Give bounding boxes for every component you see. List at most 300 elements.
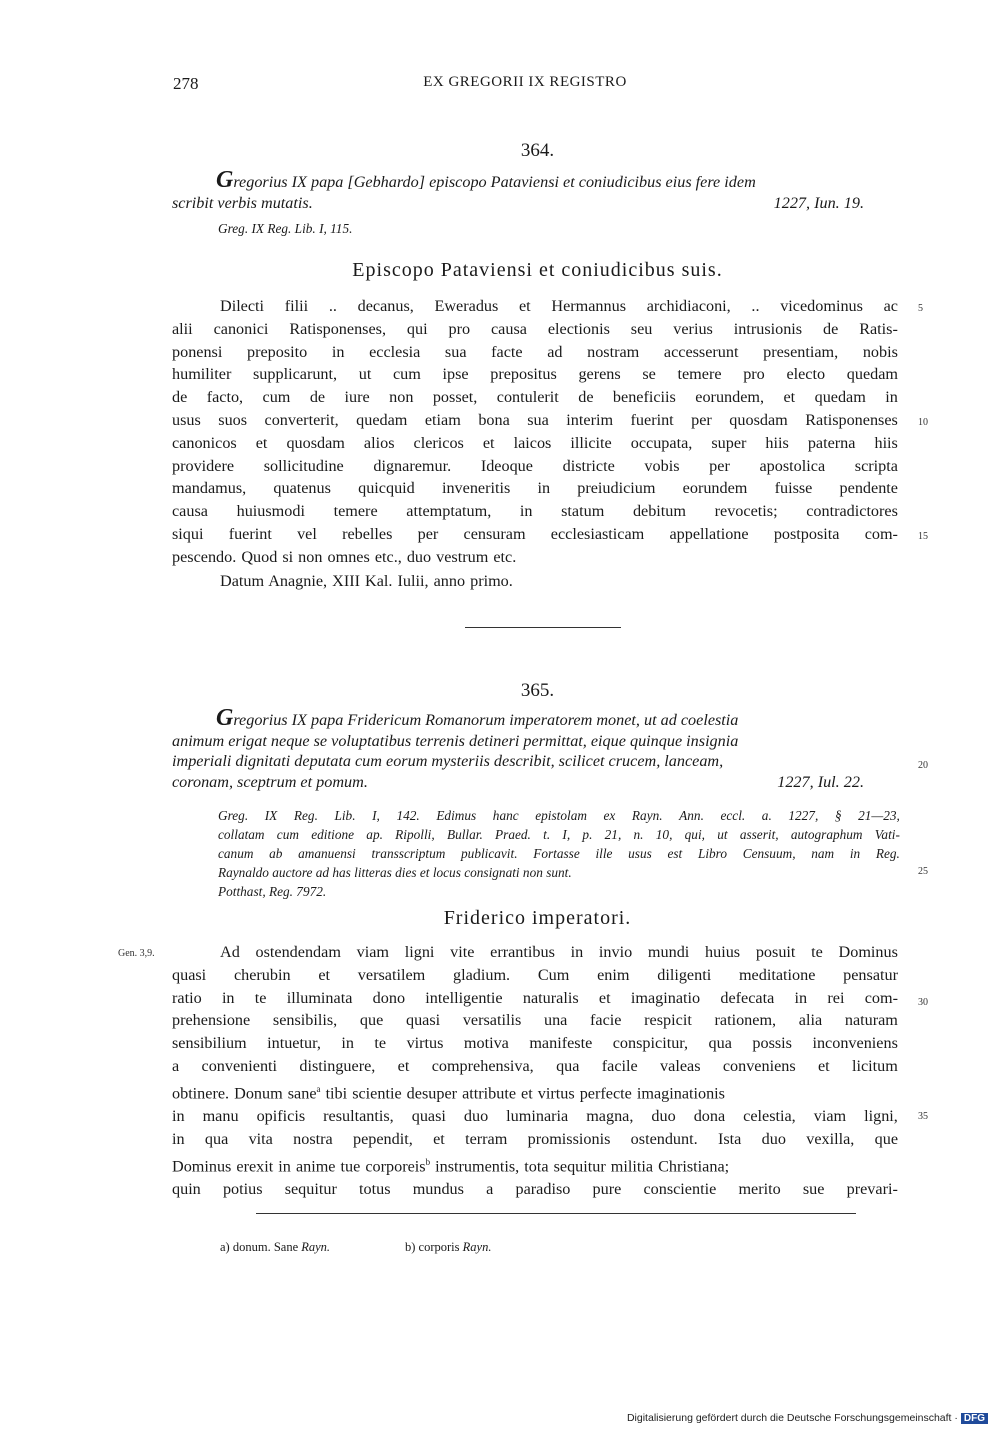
word: ipse: [442, 365, 469, 384]
word: nam: [811, 846, 835, 861]
word: que: [359, 1011, 384, 1030]
word: valeas: [660, 1056, 701, 1075]
word: Libro: [697, 846, 728, 861]
regest-text: imperiali dignitati deputata cum eorum mysteriis describit, scilicet crucem, lanceam,: [172, 752, 724, 770]
word: a.: [761, 808, 772, 823]
word: Eweradus: [434, 297, 499, 315]
word: districte: [562, 456, 615, 475]
word: I,: [372, 808, 380, 823]
text-line: [172, 477, 898, 500]
word: possis: [752, 1034, 792, 1053]
word: ut: [358, 365, 372, 384]
word: editione: [311, 827, 355, 842]
word: facile: [601, 1056, 638, 1075]
word: alia: [798, 1011, 823, 1030]
word: sollicitudine: [263, 456, 344, 475]
word: respicit: [644, 1011, 692, 1030]
word: in: [849, 846, 861, 861]
footnote-separator: [256, 1213, 856, 1214]
text-line: [172, 295, 898, 318]
word: vexilla,: [806, 1129, 855, 1148]
word: versatilem: [357, 965, 426, 984]
text-line: [172, 1009, 898, 1032]
word: duo: [463, 1106, 489, 1125]
word: illicite: [570, 433, 612, 452]
word: bona: [478, 410, 510, 429]
word: Praed.: [495, 827, 531, 842]
regest-364: [172, 167, 864, 213]
word: rebelles: [342, 524, 393, 543]
word: transscriptum: [371, 846, 446, 861]
letter-body-364: [172, 295, 898, 569]
word: accesserunt: [663, 342, 739, 361]
word: pro: [743, 365, 765, 384]
word: apostolica: [759, 456, 826, 475]
word: dignaremur.: [373, 456, 452, 475]
word: Ratisponenses: [805, 410, 898, 429]
drop-cap: G: [216, 167, 234, 193]
word: gladium.: [452, 965, 511, 984]
word: preposito: [246, 342, 308, 361]
word: Fortasse: [533, 846, 580, 861]
word: canum: [218, 846, 254, 861]
word: statum: [561, 502, 605, 521]
word: in: [570, 943, 584, 961]
word: paterna: [807, 433, 856, 452]
source-line: Potthast, Reg. 7972.: [218, 884, 327, 899]
source-line: [218, 825, 900, 844]
word: qui,: [684, 827, 705, 842]
footnote-label: a): [220, 1240, 233, 1254]
word: te: [374, 1034, 387, 1053]
regest-date: 1227, Iun. 19.: [773, 193, 864, 212]
text-segment: Dominus erexit in anime tue corporeis: [172, 1156, 426, 1175]
word: cum: [276, 827, 299, 842]
word: quosdam: [286, 433, 345, 452]
word: intrusionis: [733, 319, 803, 338]
regest-text: scribit verbis mutatis.: [172, 193, 313, 212]
word: rei: [827, 988, 845, 1007]
word: in: [794, 988, 808, 1007]
margin-sidenote: Gen. 3,9.: [118, 948, 155, 959]
word: naturalis: [522, 988, 579, 1007]
footnote-label: b): [405, 1240, 419, 1254]
source-line: Raynaldo auctore ad has litteras dies et locus consignati non sunt.: [218, 865, 572, 880]
word: ecclesia: [369, 342, 421, 361]
word: totus: [359, 1179, 391, 1198]
word: in: [519, 502, 533, 521]
text-segment: tibi scientie desuper attribute et virtus perfecte imaginationis: [320, 1084, 725, 1103]
word: causa: [491, 319, 527, 338]
letter-heading-364: Episcopo Pataviensi et coniudicibus suis.: [352, 259, 723, 281]
word: presentiam,: [763, 342, 839, 361]
word: ille: [595, 846, 613, 861]
text-run: [172, 1078, 725, 1105]
word: intuetur,: [267, 1034, 321, 1053]
word: quedam: [846, 365, 898, 384]
word: Reg.: [875, 846, 900, 861]
word: conspicitur,: [612, 1034, 689, 1053]
word: pependit,: [353, 1129, 413, 1148]
word: Dilecti: [220, 297, 265, 315]
text-line: [172, 1032, 898, 1055]
word: pure: [592, 1179, 622, 1198]
word: super: [711, 433, 747, 452]
word: quasi: [172, 965, 207, 984]
text-line: [172, 455, 898, 478]
word: amanuensi: [298, 846, 356, 861]
word: ratio: [172, 988, 202, 1007]
word: ..: [328, 297, 337, 315]
word: quicquid: [358, 479, 415, 498]
page-number: 278: [173, 74, 199, 93]
word: paradiso: [515, 1179, 571, 1198]
word: qua: [556, 1056, 580, 1075]
word: de: [578, 388, 594, 407]
word: vite: [450, 943, 475, 961]
word: mundus: [412, 1179, 464, 1198]
word: vobis: [644, 456, 680, 475]
word: Ista: [717, 1129, 742, 1148]
regest-line: [172, 731, 864, 752]
word: publicavit.: [461, 846, 518, 861]
word: electo: [786, 365, 826, 384]
text-line: [172, 964, 898, 987]
word: facto,: [206, 388, 244, 407]
word: attemptatum,: [406, 502, 492, 521]
text-line: [172, 987, 898, 1010]
line-number: 30: [918, 997, 928, 1008]
footnote-text: donum. Sane: [232, 1240, 302, 1254]
word: quasi: [405, 1011, 441, 1030]
word: per: [709, 456, 730, 475]
word: appellatione: [669, 524, 749, 543]
regest-line: [172, 705, 864, 731]
text-line: [172, 500, 898, 523]
letter-heading-365: Friderico imperatori.: [443, 907, 632, 929]
dfg-logo: DFG: [961, 1413, 988, 1424]
word: converterit,: [264, 410, 339, 429]
word: humiliter: [172, 365, 232, 384]
word: sua: [527, 410, 549, 429]
text-line: [172, 432, 898, 455]
word: ac: [883, 297, 898, 315]
word: in: [172, 1129, 185, 1148]
word: eorundem: [682, 479, 748, 498]
word: in: [885, 388, 898, 407]
text-line: [172, 1178, 898, 1201]
word: promissionis: [527, 1129, 611, 1148]
word: luminaria: [506, 1106, 569, 1125]
word: contradictores: [806, 502, 898, 521]
word: mandamus,: [172, 479, 247, 498]
word: vicedominus: [780, 297, 863, 315]
word: providere: [172, 456, 235, 475]
word: 21,: [604, 827, 622, 842]
text-segment: obtinere. Donum sane: [172, 1084, 317, 1103]
word: gerens: [578, 365, 621, 384]
word: intelligentie: [425, 988, 503, 1007]
word: debitum: [632, 502, 686, 521]
word: p.: [582, 827, 593, 842]
word: quasi: [411, 1106, 446, 1125]
word: merito: [738, 1179, 781, 1198]
word: Reg.: [293, 808, 318, 823]
word: diligenti: [657, 965, 712, 984]
word: resultantis,: [323, 1106, 394, 1125]
word: potius: [222, 1179, 263, 1198]
regest-text: coronam, sceptrum et pomum.: [172, 772, 368, 791]
footnote-marker: a: [316, 1083, 321, 1094]
word: sensibilis,: [272, 1011, 338, 1030]
word: alios: [363, 433, 395, 452]
word: sequitur: [284, 1179, 337, 1198]
word: de: [309, 388, 326, 407]
word: vita: [248, 1129, 273, 1148]
word: §: [834, 808, 842, 823]
line-number: 20: [918, 760, 928, 771]
word: 10,: [655, 827, 673, 842]
word: ostendunt.: [630, 1129, 698, 1148]
word: occupata,: [630, 433, 693, 452]
word: sua: [444, 342, 467, 361]
dfg-credit: [627, 1412, 988, 1424]
text-line: [172, 386, 898, 409]
word: prepositus: [490, 365, 557, 384]
word: versatilis: [462, 1011, 522, 1030]
word: postposita: [773, 524, 840, 543]
word: quedam: [356, 410, 408, 429]
word: convenienti: [201, 1056, 278, 1075]
word: canonicos: [172, 433, 237, 452]
word: Rayn.: [631, 808, 663, 823]
word: dono: [372, 988, 406, 1007]
word: Hermannus: [551, 297, 626, 315]
regest-date: 1227, Iul. 22.: [777, 772, 864, 791]
text-line: [172, 318, 898, 341]
word: ap.: [366, 827, 383, 842]
word: te: [811, 943, 823, 961]
word: verius: [673, 319, 713, 338]
line-number: 10: [918, 417, 928, 428]
word: enim: [597, 965, 630, 984]
word: temere: [333, 502, 378, 521]
document-number-364: 364.: [520, 140, 555, 161]
word: duo: [761, 1129, 786, 1148]
word: viam: [356, 943, 390, 961]
text-line: [172, 1151, 898, 1178]
word: in: [537, 479, 551, 498]
word: et: [433, 1129, 445, 1148]
word: prehensione: [172, 1011, 251, 1030]
word: Ad: [220, 943, 240, 961]
word: ..: [751, 297, 760, 315]
word: manifeste: [529, 1034, 593, 1053]
source-line: [218, 806, 900, 825]
word: quatenus: [273, 479, 331, 498]
regest-text: regorius IX papa [Gebhardo] episcopo Pataviensi et coniudicibus eius fere idem: [233, 173, 756, 191]
word: I,: [562, 827, 571, 842]
word: non: [389, 388, 414, 407]
word: seu: [630, 319, 653, 338]
word: manu: [202, 1106, 239, 1125]
word: qua: [204, 1129, 229, 1148]
source-364: Greg. IX Reg. Lib. I, 115.: [218, 221, 353, 236]
word: nostra: [293, 1129, 333, 1148]
word: ostendendam: [255, 943, 341, 961]
word: Dominus: [838, 943, 898, 961]
word: et: [783, 388, 796, 407]
word: posset,: [432, 388, 478, 407]
word: preiudicium: [577, 479, 656, 498]
word: et: [519, 297, 531, 315]
word: alii: [172, 319, 193, 338]
word: ecclesiasticam: [550, 524, 645, 543]
word: dona: [693, 1106, 726, 1125]
word: t.: [543, 827, 551, 842]
text-line: [172, 523, 898, 546]
regest-line: [172, 751, 864, 772]
word: quin: [172, 1179, 201, 1198]
word: ad: [547, 342, 563, 361]
word: quedam: [814, 388, 866, 407]
word: causa: [172, 502, 208, 521]
word: in: [341, 1034, 354, 1053]
word: ex: [603, 808, 616, 823]
regest-text: animum erigat neque se voluptatibus terrenis detineri permittat, eique quinque insignia: [172, 731, 739, 750]
word: eccl.: [720, 808, 746, 823]
word: collatam: [218, 827, 265, 842]
word: se: [642, 365, 656, 384]
regest-text: regorius IX papa Fridericum Romanorum imperatorem monet, ut ad coelestia: [233, 711, 739, 729]
word: contulerit: [496, 388, 559, 407]
drop-cap: G: [216, 705, 234, 731]
word: facie: [590, 1011, 622, 1030]
word: de: [172, 388, 188, 407]
word: ligni,: [864, 1106, 898, 1125]
word: et: [318, 965, 331, 984]
word: et: [482, 433, 495, 452]
line-number: 35: [918, 1111, 928, 1122]
word: rationem,: [714, 1011, 777, 1030]
word: decanus,: [357, 297, 414, 315]
footnote-source: Rayn.: [462, 1240, 492, 1254]
word: Greg.: [218, 808, 249, 823]
text-line: [172, 1055, 898, 1078]
datum-line: Datum Anagnie, XIII Kal. Iulii, anno primo.: [220, 572, 513, 590]
regest-line: [172, 193, 864, 214]
regest-365: [172, 705, 864, 792]
word: scripta: [854, 456, 898, 475]
line-number: 15: [918, 531, 928, 542]
word: celestia,: [743, 1106, 796, 1125]
word: huius: [705, 943, 741, 961]
word: errantibus: [490, 943, 555, 961]
word: naturam: [844, 1011, 898, 1030]
letter-body-365: [172, 941, 898, 1201]
word: imaginatio: [630, 988, 701, 1007]
word: ut: [717, 827, 728, 842]
word: electionis: [547, 319, 610, 338]
word: illuminata: [286, 988, 353, 1007]
word: comprehensiva,: [431, 1056, 534, 1075]
word: Censuum,: [742, 846, 796, 861]
word: qui: [406, 319, 428, 338]
word: siqui: [172, 524, 204, 543]
word: huiusmodi: [236, 502, 305, 521]
word: defecata: [720, 988, 775, 1007]
word: beneficiis: [612, 388, 676, 407]
text-line: [172, 341, 898, 364]
word: duo: [651, 1106, 676, 1125]
source-365: [218, 806, 900, 901]
word: hiis: [874, 433, 898, 452]
word: invio: [598, 943, 633, 961]
text-line: [172, 1128, 898, 1151]
text-line: [172, 941, 898, 964]
word: filii: [284, 297, 309, 315]
word: viam: [813, 1106, 847, 1125]
word: licitum: [852, 1056, 898, 1075]
word: ponensi: [172, 342, 223, 361]
word: et: [817, 1056, 830, 1075]
datum-364: [172, 570, 898, 593]
line-number: 25: [918, 866, 928, 877]
word: te: [254, 988, 267, 1007]
word: cherubin: [233, 965, 291, 984]
word: et: [397, 1056, 410, 1075]
footnote-source: Rayn.: [301, 1240, 331, 1254]
word: archidiaconi,: [646, 297, 731, 315]
word: Ratisponenses,: [289, 319, 387, 338]
running-title: EX GREGORII IX REGISTRO: [423, 74, 627, 90]
word: conscientie: [643, 1179, 717, 1198]
document-number-365: 365.: [520, 680, 555, 701]
word: virtus: [406, 1034, 444, 1053]
word: prevari-: [846, 1179, 898, 1198]
word: et: [255, 433, 268, 452]
word: sensibilium: [172, 1034, 247, 1053]
word: inconveniens: [812, 1034, 898, 1053]
word: interim: [566, 410, 614, 429]
word: usus: [172, 410, 201, 429]
word: n.: [633, 827, 644, 842]
word: Edimus: [436, 808, 477, 823]
word: mundi: [647, 943, 690, 961]
word: a: [486, 1179, 494, 1198]
credit-text: Digitalisierung gefördert durch die Deutsche Forschungsgemeinschaft ·: [626, 1412, 958, 1424]
word: hanc: [492, 808, 519, 823]
word: fuerint: [228, 524, 272, 543]
word: distinguere,: [299, 1056, 376, 1075]
word: Lib.: [334, 808, 356, 823]
word: terram: [465, 1129, 508, 1148]
word: sue: [802, 1179, 825, 1198]
word: in: [172, 1106, 185, 1125]
word: hiis: [765, 433, 789, 452]
word: inveneritis: [441, 479, 511, 498]
word: est: [667, 846, 683, 861]
word: ligni: [404, 943, 435, 961]
word: suos: [218, 410, 248, 429]
word: pendente: [839, 479, 898, 498]
word: vel: [297, 524, 317, 543]
footnote-marker: b: [425, 1156, 431, 1167]
word: in: [221, 988, 235, 1007]
word: eorundem,: [695, 388, 765, 407]
word: qua: [708, 1034, 732, 1053]
word: 21—23,: [858, 808, 900, 823]
